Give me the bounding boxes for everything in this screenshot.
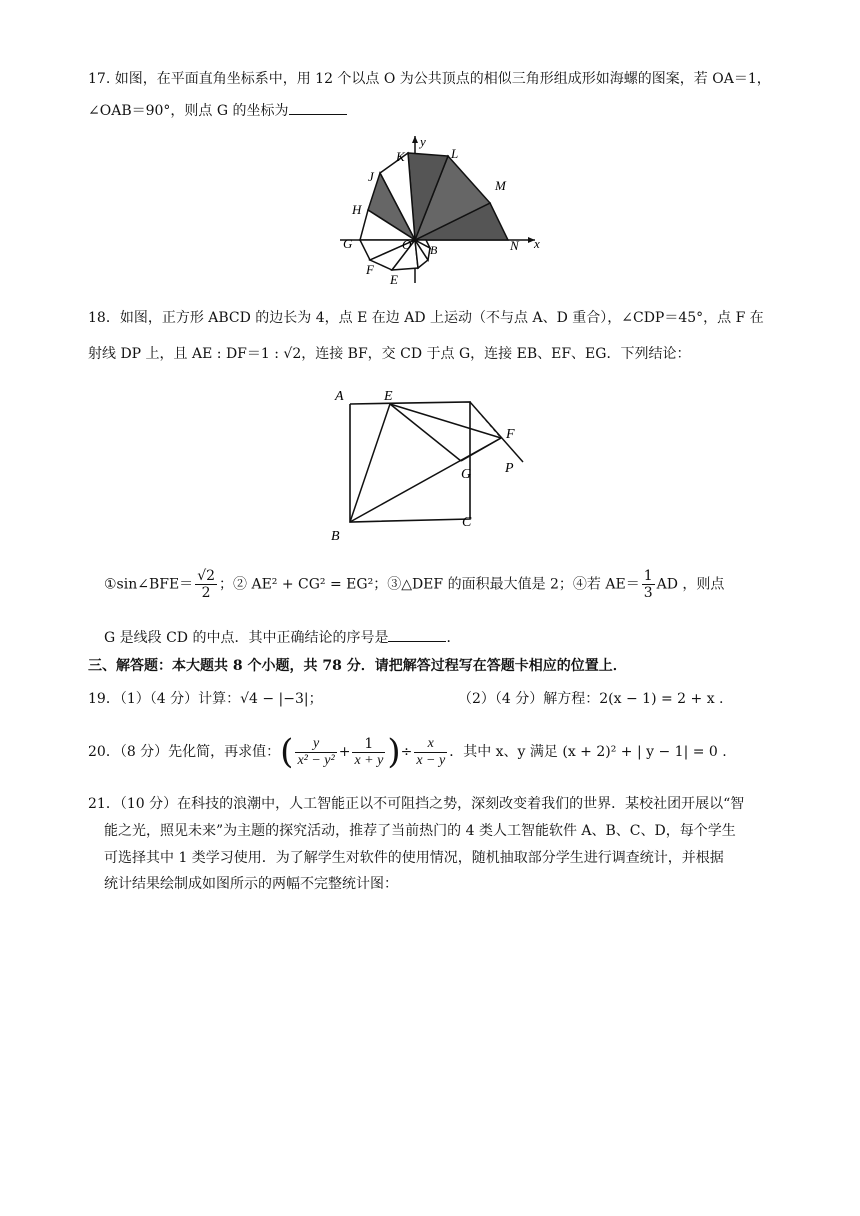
- q17-label-B: B: [430, 243, 438, 257]
- q17-label-y: y: [420, 134, 426, 149]
- q18-line4-text: G 是线段 CD 的中点．其中正确结论的序号是: [104, 630, 389, 646]
- q18-stmt4-num: 1: [643, 568, 653, 584]
- q18-stmt1-prefix: ①sin∠BFE＝: [104, 576, 194, 593]
- q17-label-L: L: [451, 146, 459, 161]
- q18-line1: 18．如图，正方形 ABCD 的边长为 4，点 E 在边 AD 上运动（不与点 A、D 重合），∠CDP＝45°，点 F 在: [88, 310, 764, 326]
- q17-label-M: M: [495, 178, 506, 193]
- q18-label-P: P: [505, 461, 514, 476]
- q18-stmt1-fraction: [195, 568, 217, 601]
- q21-line1: 21．（10 分）在科技的浪潮中，人工智能正以不可阻挡之势，深刻改变着我们的世界．某校社团开展以“智: [88, 796, 745, 812]
- q17-label-H: H: [352, 202, 362, 217]
- q18-line4: [104, 627, 460, 647]
- q18-answer-blank: [388, 629, 446, 642]
- q17-label-K: K: [396, 149, 405, 164]
- q21-line2: 能之光，照见未来”为主题的探究活动，推荐了当前热门的 4 类人工智能软件 A、B、C、D，每个学生: [104, 823, 736, 839]
- q17-line2: [88, 100, 347, 120]
- q20-plus: +: [338, 744, 351, 760]
- q18-label-E: E: [384, 389, 393, 404]
- q20-frac2-num: 1: [352, 736, 385, 753]
- q17-line2-text: ∠OAB＝90°，则点 G 的坐标为: [88, 103, 289, 119]
- q17-label-J: J: [368, 169, 374, 184]
- q17-figure: [330, 128, 550, 288]
- q20-line: 20．（8 分）先化简，再求值：( $\frac{y}{\text{x² − y²}}$ + $\frac{1}{x + y}$ )÷ $\frac{x}{x - y}$ ．其中 x、y 满足 (x + 2)² + | y − 1| = 0 .: [88, 732, 727, 772]
- q18-stmt4-suffix: AD ，则点: [656, 576, 725, 593]
- q17-label-N: N: [510, 238, 519, 253]
- q18-statements: [104, 568, 724, 601]
- q18-line2: 射线 DP 上，且 AE : DF＝1 : √2，连接 BF，交 CD 于点 G，连接 EB、EF、EG．下列结论：: [88, 346, 691, 362]
- q21-line4: 统计结果绘制成如图所示的两幅不完整统计图：: [104, 876, 398, 892]
- q17-label-x: x: [534, 236, 540, 251]
- section3-heading: 三、解答题：本大题共 8 个小题，共 78 分．请把解答过程写在答题卡相应的位置上．: [88, 658, 627, 674]
- q20-frac1: [295, 736, 336, 769]
- q20-frac1-den: x² − y²: [297, 752, 335, 768]
- q20-frac3: [414, 736, 447, 769]
- q18-label-B: B: [331, 529, 340, 544]
- q20-frac3-num: x: [414, 736, 447, 753]
- q17-line1: 17. 如图，在平面直角坐标系中，用 12 个以点 O 为公共顶点的相似三角形组成形如海螺的图案，若 OA＝1，: [88, 71, 771, 87]
- q21-line3: 可选择其中 1 类学习使用．为了解学生对软件的使用情况，随机抽取部分学生进行调查统计，并根据: [104, 850, 724, 866]
- q17-label-G: G: [343, 236, 353, 251]
- q18-stmt4-fraction: [642, 568, 655, 601]
- q18-stmt1-den: 2: [201, 585, 211, 601]
- q17-label-O: O: [402, 237, 412, 252]
- q18-label-F: F: [506, 427, 515, 442]
- q20-suffix: ．其中 x、y 满足 (x + 2)² + | y − 1| = 0 .: [449, 744, 727, 760]
- q18-line4-end: ．: [446, 630, 461, 646]
- q18-label-A: A: [335, 389, 344, 404]
- q18-label-C: C: [462, 515, 472, 530]
- q17-answer-blank: [289, 102, 347, 115]
- q20-frac2: [352, 736, 385, 769]
- q18-label-G: G: [461, 467, 472, 482]
- q18-figure: [325, 384, 545, 546]
- q20-frac2-den: x + y: [354, 752, 384, 768]
- q20-frac3-den: x − y: [416, 752, 446, 768]
- q17-label-E: E: [390, 272, 398, 287]
- q19-part2: （2）（4 分）解方程：2(x − 1) = 2 + x .: [458, 691, 724, 707]
- q18-stmt1-num: √2: [197, 568, 216, 584]
- q18-stmt4-den: 3: [643, 585, 653, 601]
- q20-frac1-num: y: [295, 736, 336, 753]
- q20-div: ÷: [400, 744, 413, 760]
- q20-prefix: 20．（8 分）先化简，再求值：: [88, 744, 281, 760]
- q18-stmt2-3: ；② AE² + CG² = EG²；③△DEF 的面积最大值是 2；④若 AE＝: [219, 576, 640, 593]
- q19-part1: 19．（1）（4 分）计算：√4 − |−3|；: [88, 691, 323, 707]
- q17-label-F: F: [366, 262, 374, 277]
